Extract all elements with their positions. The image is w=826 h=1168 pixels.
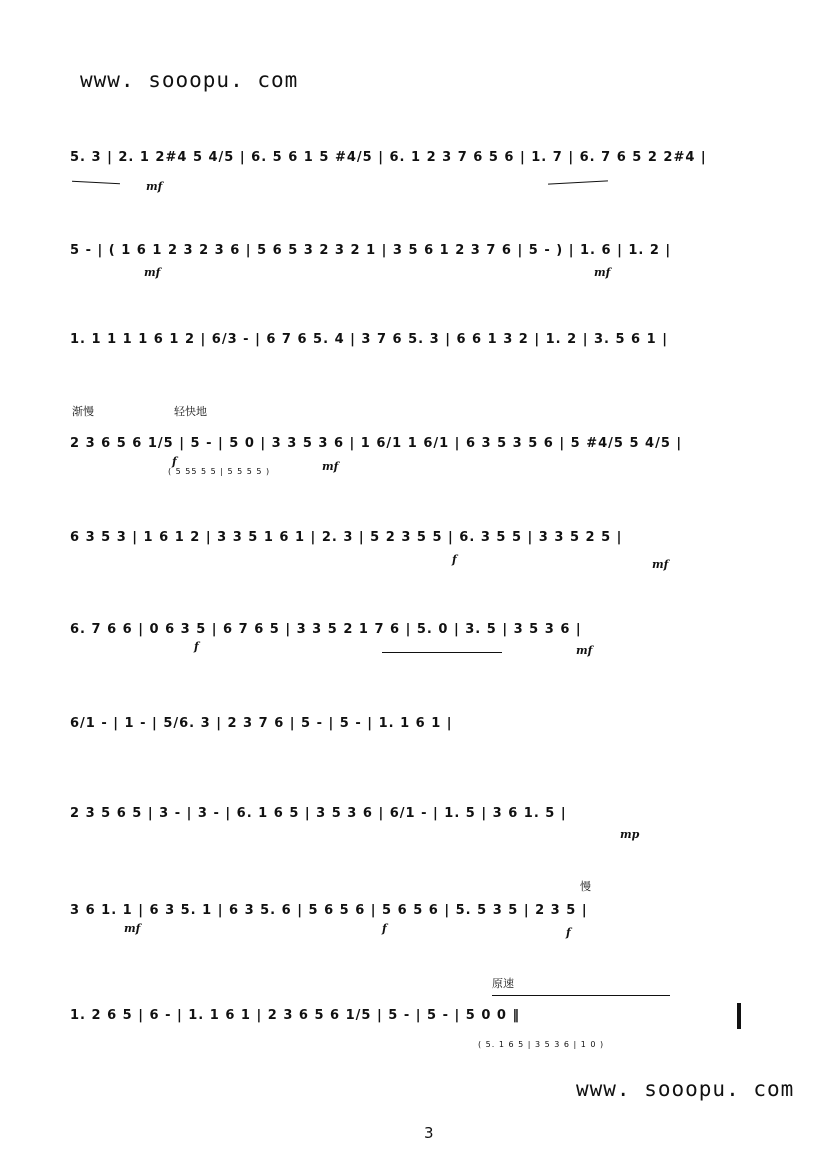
- footer-site-url: www. sooopu. com: [576, 1077, 795, 1101]
- notation-line: 2 3 6 5 6 1/5 | 5 - | 5 0 | 3 3 5 3 6 | 1 6/1 1 6/1 | 6 3 5 3 5 6 | 5 #4/5 5 4/5 |: [70, 436, 683, 451]
- dynamic-mark: mf: [594, 266, 611, 279]
- dynamic-mark: mf: [576, 644, 593, 657]
- notation-line: 2 3 5 6 5 | 3 - | 3 - | 6. 1 6 5 | 3 5 3 6 | 6/1 - | 1. 5 | 3 6 1. 5 |: [70, 806, 567, 821]
- expression-mark: 轻快地: [174, 405, 207, 418]
- diminuendo-hairpin: [72, 181, 120, 185]
- dynamic-mark: mf: [144, 266, 161, 279]
- crescendo-hairpin: [382, 652, 502, 653]
- dynamic-mark: mp: [620, 828, 640, 841]
- accompaniment-line: ( 5. 1 6 5 | 3 5 3 6 | 1 0 ): [478, 1040, 605, 1049]
- notation-line: 1. 1 1 1 1 6 1 2 | 6/3 - | 6 7 6 5. 4 | 3 7 6 5. 3 | 6 6 1 3 2 | 1. 2 | 3. 5 6 1 |: [70, 332, 668, 347]
- dynamic-mark: f: [172, 455, 177, 468]
- score-row: [70, 903, 760, 918]
- accompaniment-row: [478, 1040, 826, 1049]
- score-row: [70, 1008, 760, 1023]
- dynamic-mark: mf: [322, 460, 339, 473]
- dynamic-mark: f: [452, 553, 457, 566]
- dynamic-mark: mf: [146, 180, 163, 193]
- tie-arc: [492, 995, 670, 996]
- dynamic-mark: f: [382, 922, 387, 935]
- notation-line: 6. 7 6 6 | 0 6 3 5 | 6 7 6 5 | 3 3 5 2 1 7 6 | 5. 0 | 3. 5 | 3 5 3 6 |: [70, 622, 582, 637]
- notation-line: 6 3 5 3 | 1 6 1 2 | 3 3 5 1 6 1 | 2. 3 | 5 2 3 5 5 | 6. 3 5 5 | 3 3 5 2 5 |: [70, 530, 623, 545]
- dynamic-mark: mf: [124, 922, 141, 935]
- accompaniment-line: ( 5 55 5 5 | 5 5 5 5 ): [168, 467, 271, 476]
- tempo-mark: 渐慢: [72, 405, 94, 418]
- notation-line: 6/1 - | 1 - | 5/6. 3 | 2 3 7 6 | 5 - | 5 - | 1. 1 6 1 |: [70, 716, 453, 731]
- accompaniment-row: [168, 467, 826, 476]
- score-row: [70, 716, 760, 731]
- score-row: [70, 622, 760, 637]
- final-barline: [737, 1003, 741, 1029]
- score-row: [70, 243, 760, 258]
- notation-line: 3 6 1. 1 | 6 3 5. 1 | 6 3 5. 6 | 5 6 5 6 | 5 6 5 6 | 5. 5 3 5 | 2 3 5 |: [70, 903, 588, 918]
- notation-line: 5. 3 | 2. 1 2#4 5 4/5 | 6. 5 6 1 5 #4/5 | 6. 1 2 3 7 6 5 6 | 1. 7 | 6. 7 6 5 2 2#4 |: [70, 150, 707, 165]
- notation-line: 1. 2 6 5 | 6 - | 1. 1 6 1 | 2 3 6 5 6 1/5 | 5 - | 5 - | 5 0 0 ‖: [70, 1008, 521, 1023]
- dynamic-mark: mf: [652, 558, 669, 571]
- tempo-mark: 原速: [492, 977, 514, 990]
- header-site-url: www. sooopu. com: [80, 68, 299, 92]
- page-number: 3: [424, 1124, 434, 1142]
- score-row: [70, 806, 760, 821]
- score-row: [70, 530, 760, 545]
- tempo-mark: 慢: [580, 880, 591, 893]
- dynamic-mark: f: [566, 926, 571, 939]
- score-row: [70, 436, 760, 451]
- notation-line: 5 - | ( 1 6 1 2 3 2 3 6 | 5 6 5 3 2 3 2 1 | 3 5 6 1 2 3 7 6 | 5 - ) | 1. 6 | 1. 2 |: [70, 243, 672, 258]
- crescendo-hairpin: [548, 180, 608, 184]
- score-row: [70, 150, 760, 165]
- score-row: [70, 332, 760, 347]
- dynamic-mark: f: [194, 640, 199, 653]
